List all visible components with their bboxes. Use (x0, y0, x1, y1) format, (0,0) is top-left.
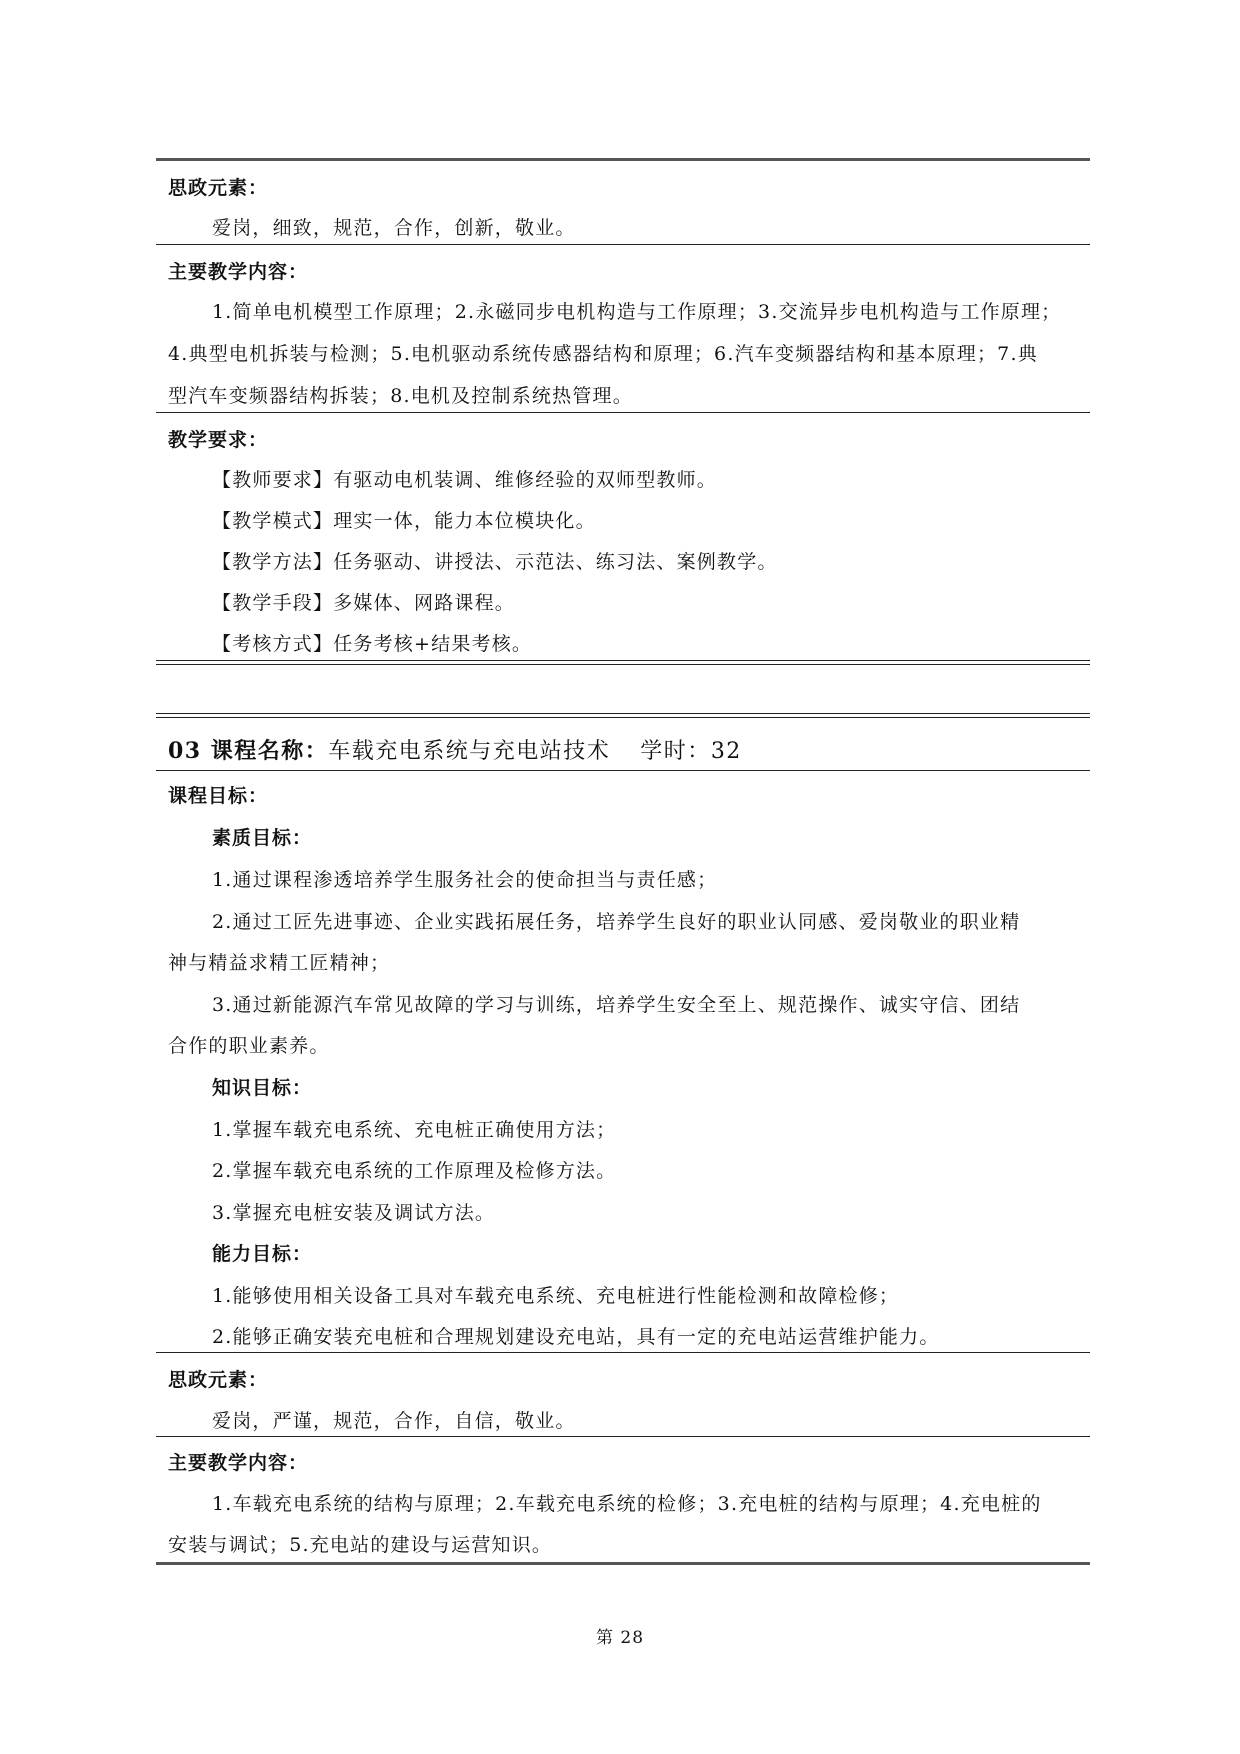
course-title (168, 737, 742, 766)
ability-heading: 能力目标： (212, 1243, 313, 1265)
req-line: 【考核方式】任务考核+结果考核。 (212, 633, 533, 655)
content-line: 1.车载充电系统的结构与原理；2.车载充电系统的检修；3.充电桩的结构与原理；4.充电桩的 (212, 1493, 1042, 1515)
knowledge-line: 2.掌握车载充电系统的工作原理及检修方法。 (212, 1160, 617, 1182)
quality-line: 合作的职业素养。 (168, 1035, 330, 1057)
content-heading: 主要教学内容： (168, 1452, 309, 1474)
top-rule (156, 158, 1090, 161)
knowledge-line: 3.掌握充电桩安装及调试方法。 (212, 1202, 496, 1224)
knowledge-heading: 知识目标： (212, 1077, 313, 1099)
section-start-rule (156, 713, 1090, 718)
content-heading: 主要教学内容： (168, 261, 309, 283)
ability-line: 1.能够使用相关设备工具对车载充电系统、充电桩进行性能检测和故障检修； (212, 1285, 900, 1307)
quality-heading: 素质目标： (212, 827, 313, 849)
content-line: 安装与调试；5.充电站的建设与运营知识。 (168, 1534, 553, 1556)
req-line: 【教学模式】理实一体，能力本位模块化。 (212, 510, 596, 532)
divider (156, 244, 1090, 245)
szys-heading: 思政元素： (168, 177, 269, 199)
szys-text: 爱岗，严谨，规范，合作，自信，敬业。 (212, 1410, 576, 1432)
ability-line: 2.能够正确安装充电桩和合理规划建设充电站，具有一定的充电站运营维护能力。 (212, 1326, 940, 1348)
divider (156, 1436, 1090, 1437)
szys-text: 爱岗，细致，规范，合作，创新，敬业。 (212, 217, 576, 239)
req-heading: 教学要求： (168, 429, 269, 451)
divider (156, 412, 1090, 413)
course-name: 车载充电系统与充电站技术 (328, 739, 611, 764)
szys-heading: 思政元素： (168, 1369, 269, 1391)
hours-label: 学时： (640, 739, 711, 764)
req-line: 【教学方法】任务驱动、讲授法、示范法、练习法、案例教学。 (212, 551, 778, 573)
quality-line: 神与精益求精工匠精神； (168, 952, 391, 974)
quality-line: 2.通过工匠先进事迹、企业实践拓展任务，培养学生良好的职业认同感、爱岗敬业的职业精 (212, 911, 1021, 933)
content-line: 型汽车变频器结构拆装；8.电机及控制系统热管理。 (168, 385, 633, 407)
page-number: 第 28 (595, 1628, 645, 1648)
quality-line: 1.通过课程渗透培养学生服务社会的使命担当与责任感； (212, 869, 718, 891)
goal-heading: 课程目标： (168, 785, 269, 807)
req-line: 【教学手段】多媒体、网路课程。 (212, 592, 516, 614)
content-line: 1.简单电机模型工作原理；2.永磁同步电机构造与工作原理；3.交流异步电机构造与工作原理； (212, 301, 1062, 323)
bottom-rule (156, 1562, 1090, 1565)
hours-value: 32 (710, 739, 742, 764)
course-label: 03 课程名称： (168, 738, 329, 764)
quality-line: 3.通过新能源汽车常见故障的学习与训练，培养学生安全至上、规范操作、诚实守信、团结 (212, 994, 1021, 1016)
req-line: 【教师要求】有驱动电机装调、维修经验的双师型教师。 (212, 469, 718, 491)
knowledge-line: 1.掌握车载充电系统、充电桩正确使用方法； (212, 1119, 617, 1141)
divider (156, 1352, 1090, 1353)
content-line: 4.典型电机拆装与检测；5.电机驱动系统传感器结构和原理；6.汽车变频器结构和基本原理；7.典 (168, 343, 1038, 365)
divider (156, 770, 1090, 771)
section-end-rule (156, 660, 1090, 665)
